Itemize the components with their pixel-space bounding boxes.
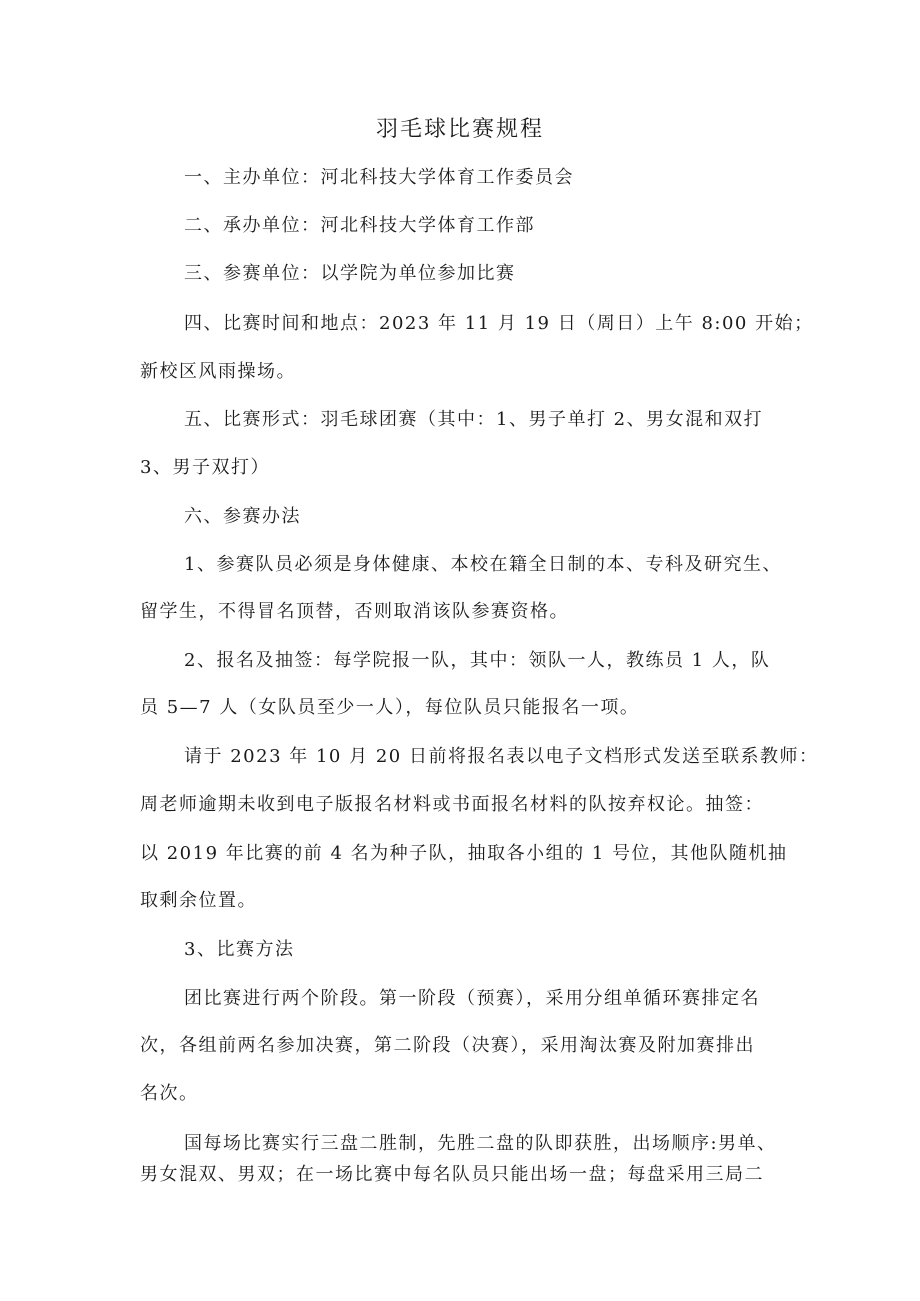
paragraph-line-host: 一、主办单位：河北科技大学体育工作委员会 (184, 167, 574, 188)
paragraph-line-participants: 三、参赛单位：以学院为单位参加比赛 (184, 263, 516, 284)
paragraph-line-match-format-cont: 男女混双、男双；在一场比赛中每名队员只能出场一盘；每盘采用三局二 (140, 1164, 764, 1185)
paragraph-line-eligibility: 1、参赛队员必须是身体健康、本校在籍全日制的本、专科及研究生、 (184, 554, 782, 575)
section-heading-rules: 六、参赛办法 (184, 506, 301, 527)
section-heading-method: 3、比赛方法 (184, 939, 295, 960)
paragraph-line-match-format: 国每场比赛实行三盘二胜制，先胜二盘的队即获胜，出场顺序:男单、 (184, 1133, 777, 1154)
paragraph-line-eligibility-cont: 留学生，不得冒名顶替，否则取消该队参赛资格。 (140, 601, 569, 622)
paragraph-line-seeding: 以 2019 年比赛的前 4 名为种子队，抽取各小组的 1 号位，其他队随机抽 (140, 843, 788, 864)
paragraph-line-deadline: 请于 2023 年 10 月 20 日前将报名表以电子文档形式发送至联系教师： (184, 746, 819, 767)
document-title: 羽毛球比赛规程 (375, 117, 544, 142)
paragraph-line-registration: 2、报名及抽签：每学院报一队，其中：领队一人，教练员 1 人，队 (184, 650, 771, 671)
paragraph-line-seeding-cont: 取剩余位置。 (140, 890, 257, 911)
paragraph-line-organizer: 二、承办单位：河北科技大学体育工作部 (184, 215, 535, 236)
paragraph-line-format-cont: 3、男子双打） (140, 457, 270, 478)
paragraph-line-stages-cont: 次，各组前两名参加决赛，第二阶段（决赛），采用淘汰赛及附加赛排出 (140, 1035, 755, 1056)
paragraph-line-stages: 团比赛进行两个阶段。第一阶段（预赛），采用分组单循环赛排定名 (184, 988, 760, 1009)
paragraph-line-registration-cont: 员 5—7 人（女队员至少一人），每位队员只能报名一项。 (140, 697, 640, 718)
paragraph-line-time: 四、比赛时间和地点：2023 年 11 月 19 日（周日）上午 8:00 开始； (184, 313, 814, 334)
paragraph-line-deadline-cont: 周老师逾期未收到电子版报名材料或书面报名材料的队按弃权论。抽签： (140, 794, 764, 815)
paragraph-line-format: 五、比赛形式：羽毛球团赛（其中：1、男子单打 2、男女混和双打 (184, 409, 764, 430)
paragraph-line-venue: 新校区风雨操场。 (140, 361, 296, 382)
paragraph-line-stages-end: 名次。 (140, 1083, 199, 1104)
